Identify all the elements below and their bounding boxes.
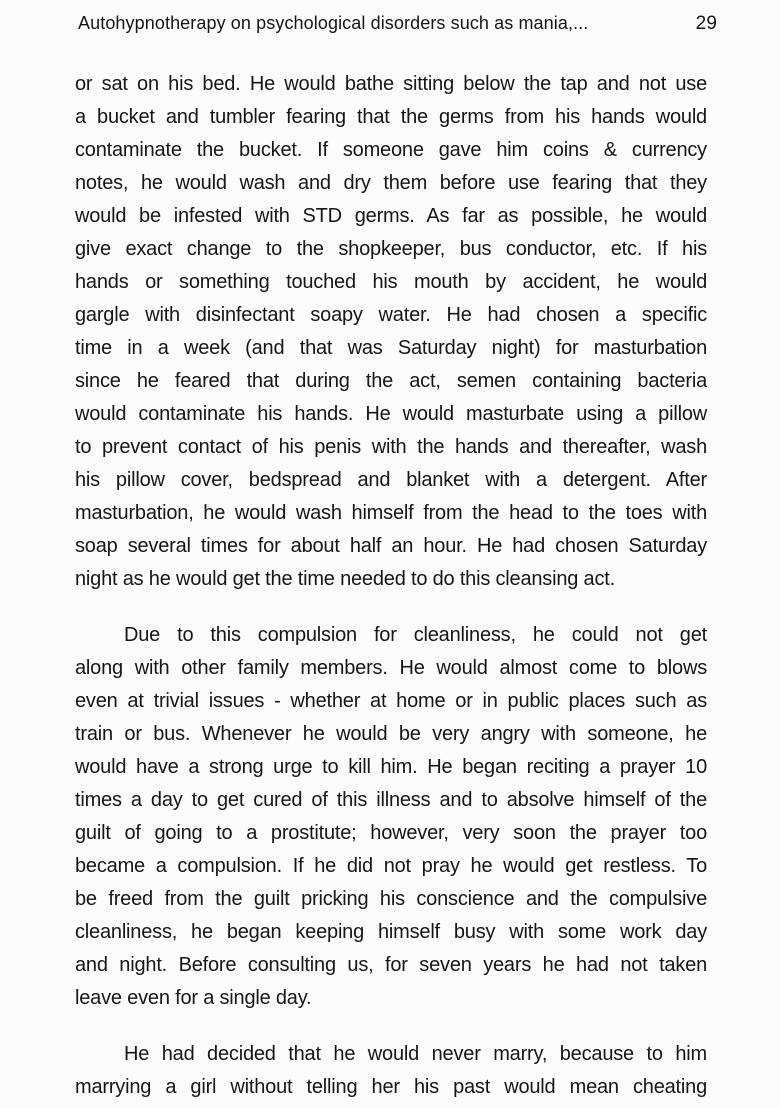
text-line: give exact change to the shopkeeper, bus conductor, etc. If his: [75, 238, 707, 260]
running-header: [78, 13, 717, 35]
text-line: became a compulsion. If he did not pray he would get restless. To: [75, 855, 707, 877]
text-line: would have a strong urge to kill him. He began reciting a prayer 10: [75, 756, 707, 778]
text-line: gargle with disinfectant soapy water. He had chosen a specific: [75, 304, 707, 326]
paragraph: [75, 1038, 707, 1104]
header-title: Autohypnotherapy on psychological disorders such as mania,...: [78, 13, 589, 33]
paragraph: [75, 619, 707, 1015]
text-line: leave even for a single day.: [75, 987, 312, 1009]
text-line: marrying a girl without telling her his past would mean cheating: [75, 1076, 707, 1098]
text-line: his pillow cover, bedspread and blanket with a detergent. After: [75, 469, 707, 491]
text-line: night as he would get the time needed to do this cleansing act.: [75, 568, 615, 590]
text-line: Due to this compulsion for cleanliness, he could not get: [124, 624, 707, 646]
page-body: [75, 68, 707, 1104]
text-line: cleanliness, he began keeping himself busy with some work day: [75, 921, 707, 943]
text-line: hands or something touched his mouth by accident, he would: [75, 271, 707, 293]
page-number: 29: [695, 13, 717, 34]
text-line: guilt of going to a prostitute; however, very soon the prayer too: [75, 822, 707, 844]
text-line: notes, he would wash and dry them before use fearing that they: [75, 172, 707, 194]
text-line: be freed from the guilt pricking his conscience and the compulsive: [75, 888, 707, 910]
text-line: to prevent contact of his penis with the hands and thereafter, wash: [75, 436, 707, 458]
text-line: times a day to get cured of this illness and to absolve himself of the: [75, 789, 707, 811]
paragraph: [75, 68, 707, 596]
text-line: or sat on his bed. He would bathe sitting below the tap and not use: [75, 73, 707, 95]
text-line: a bucket and tumbler fearing that the germs from his hands would: [75, 106, 707, 128]
text-line: He had decided that he would never marry, because to him: [124, 1043, 707, 1065]
text-line: train or bus. Whenever he would be very angry with someone, he: [75, 723, 707, 745]
text-line: would be infested with STD germs. As far as possible, he would: [75, 205, 707, 227]
text-line: masturbation, he would wash himself from the head to the toes with: [75, 502, 707, 524]
text-line: and night. Before consulting us, for seven years he had not taken: [75, 954, 707, 976]
text-line: would contaminate his hands. He would masturbate using a pillow: [75, 403, 707, 425]
text-line: soap several times for about half an hour. He had chosen Saturday: [75, 535, 707, 557]
text-line: even at trivial issues - whether at home or in public places such as: [75, 690, 707, 712]
text-line: since he feared that during the act, semen containing bacteria: [75, 370, 707, 392]
text-line: contaminate the bucket. If someone gave him coins & currency: [75, 139, 707, 161]
text-line: time in a week (and that was Saturday night) for masturbation: [75, 337, 707, 359]
text-line: along with other family members. He would almost come to blows: [75, 657, 707, 679]
